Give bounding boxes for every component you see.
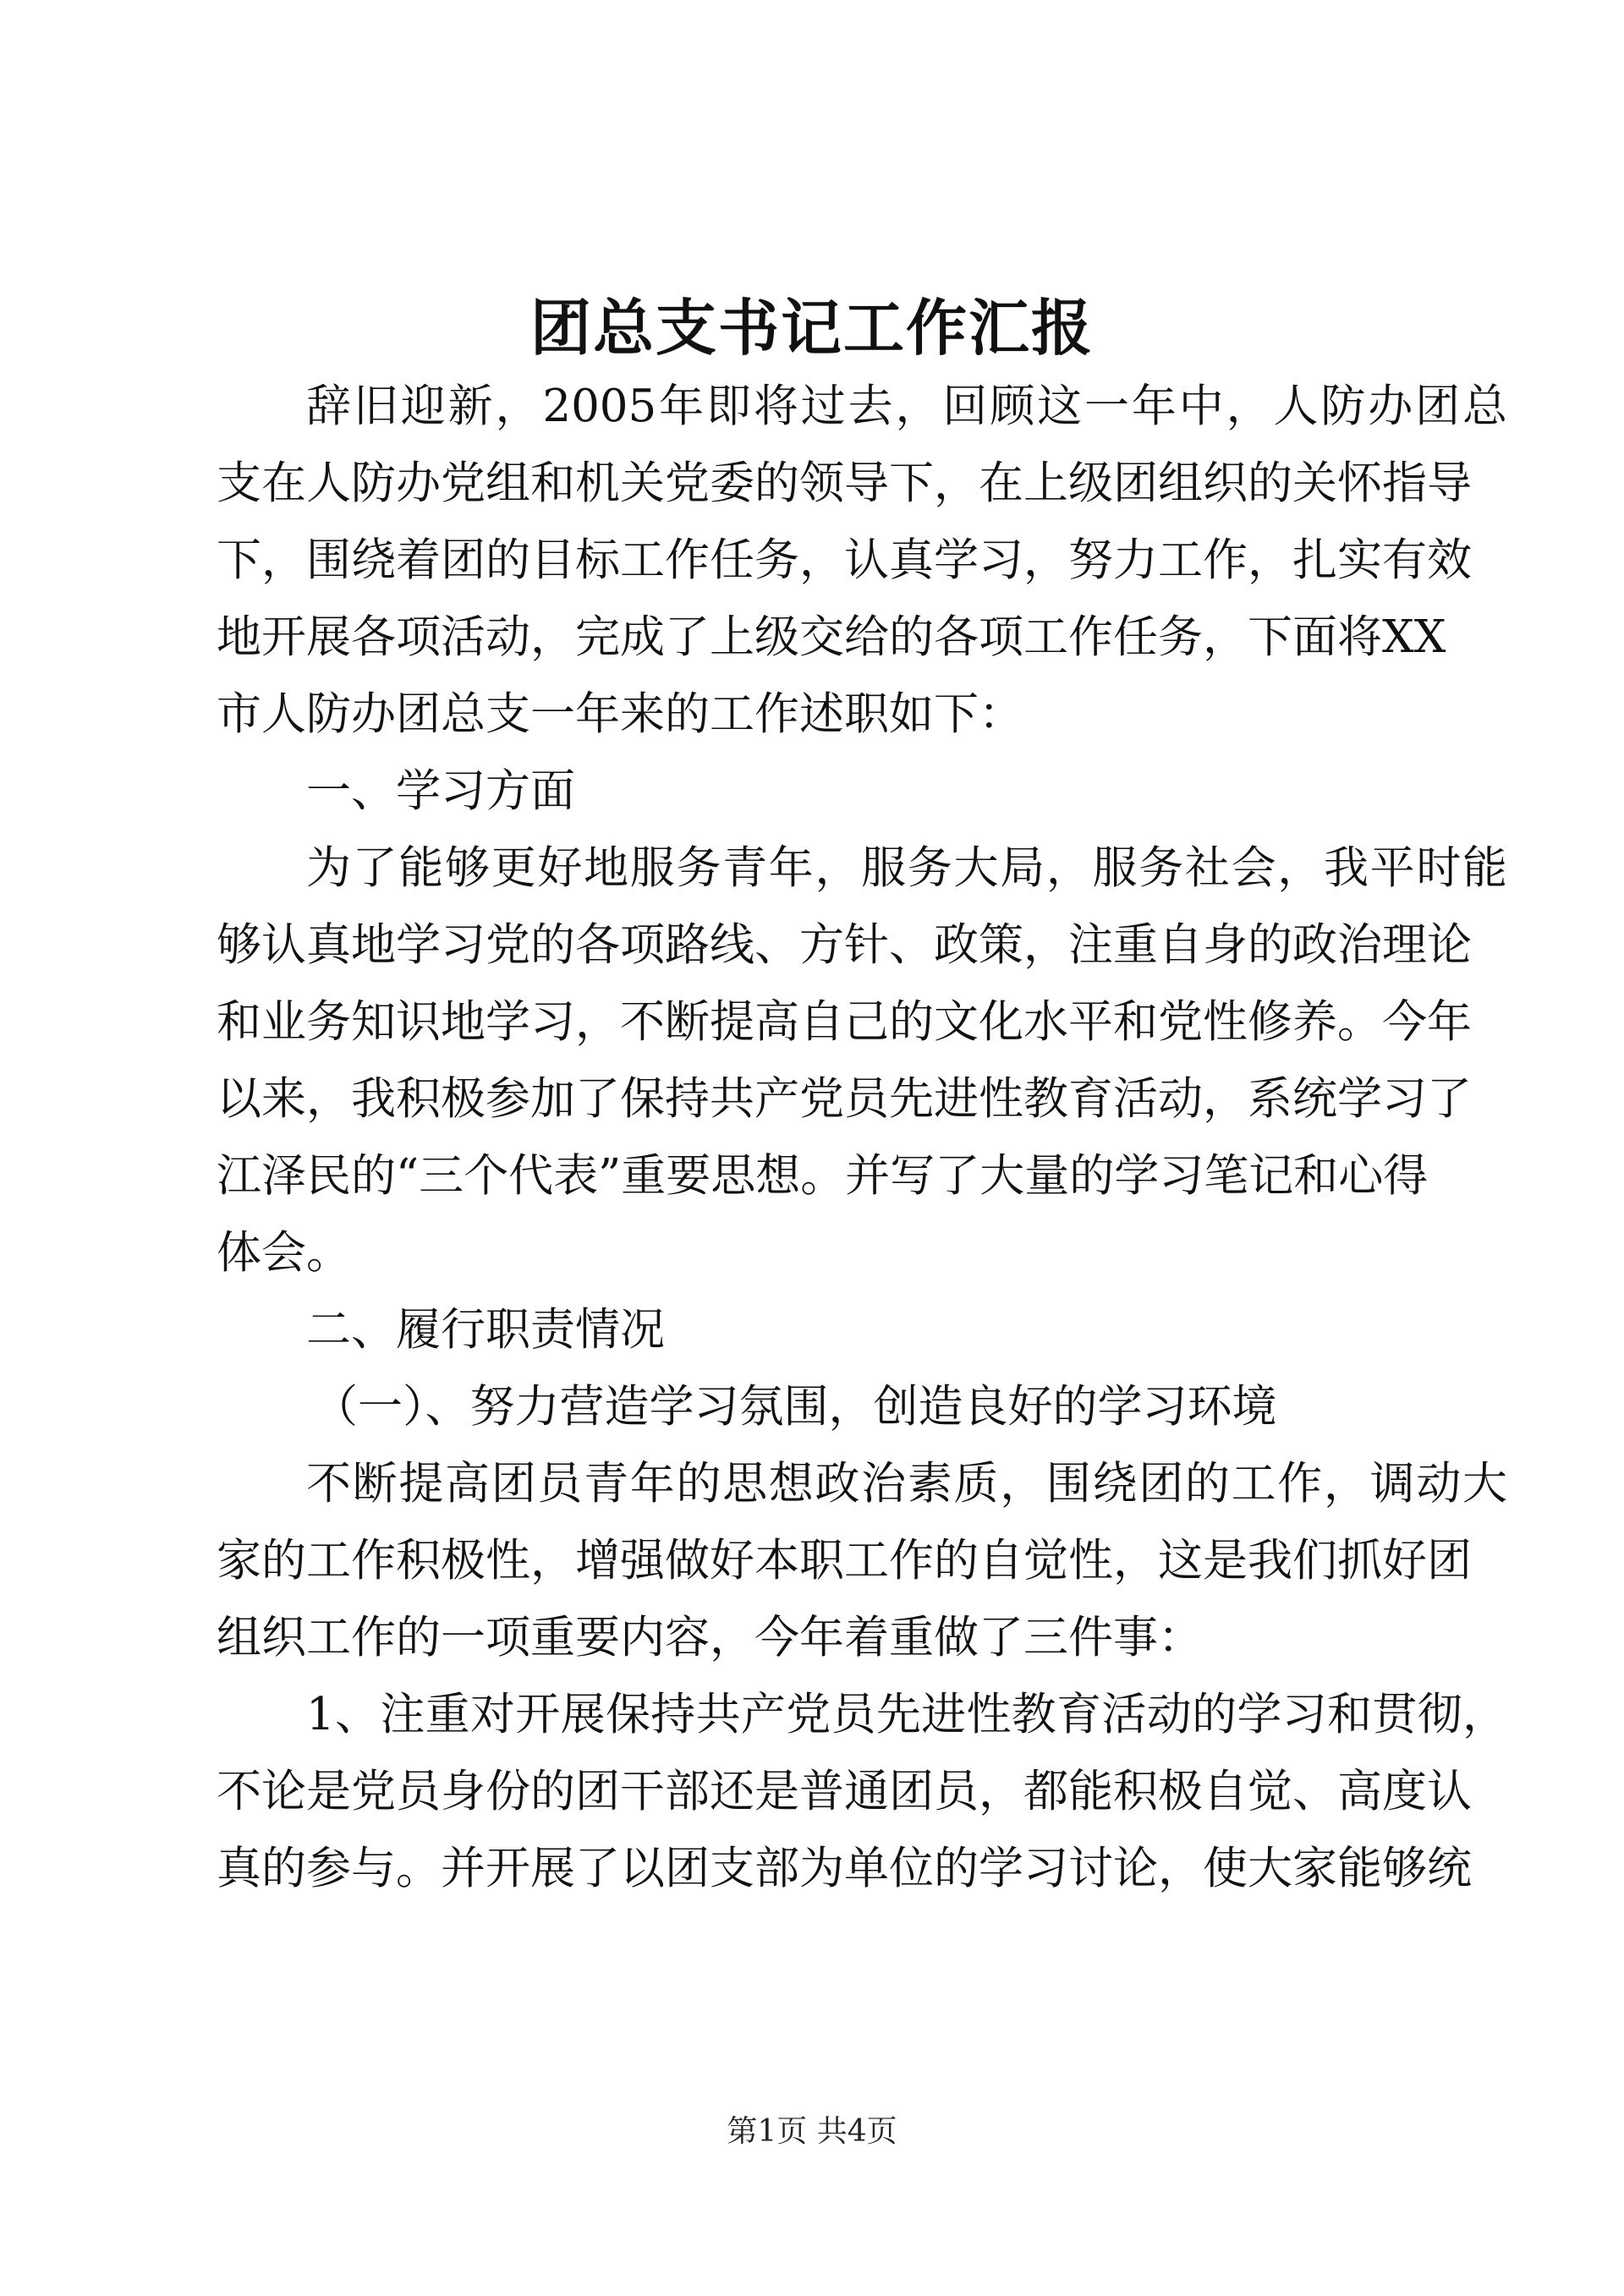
paragraph-line: 市人防办团总支一年来的工作述职如下： xyxy=(217,688,1023,740)
paragraph-line: 真的参与。并开展了以团支部为单位的学习讨论，使大家能够统 xyxy=(217,1843,1472,1894)
paragraph-line: 组织工作的一项重要内容，今年着重做了三件事： xyxy=(217,1612,1203,1663)
section-heading: 一、学习方面 xyxy=(306,765,575,817)
paragraph-line: 家的工作积极性，增强做好本职工作的自觉性，这是我们抓好团 xyxy=(217,1535,1472,1586)
paragraph-line: 江泽民的“三个代表”重要思想。并写了大量的学习笔记和心得 xyxy=(217,1150,1429,1202)
paragraph-line: 以来，我积极参加了保持共产党员先进性教育活动，系统学习了 xyxy=(217,1073,1472,1125)
paragraph-line: 体会。 xyxy=(217,1227,351,1279)
paragraph-line: 辞旧迎新，2005年即将过去，回顾这一年中，人防办团总 xyxy=(306,381,1507,432)
page-number-footer: 第1页 共4页 xyxy=(727,2114,897,2149)
paragraph-line: 为了能够更好地服务青年，服务大局，服务社会，我平时能 xyxy=(306,842,1507,894)
paragraph-line: 不断提高团员青年的思想政治素质，围绕团的工作，调动大 xyxy=(306,1458,1507,1510)
paragraph-line: 地开展各项活动，完成了上级交给的各项工作任务，下面将XX xyxy=(217,611,1446,663)
paragraph-line: 1、注重对开展保持共产党员先进性教育活动的学习和贯彻， xyxy=(306,1689,1507,1740)
document-title: 团总支书记工作汇报 xyxy=(529,292,1094,364)
paragraph-line: 和业务知识地学习，不断提高自己的文化水平和党性修养。今年 xyxy=(217,996,1472,1048)
paragraph-line: 下，围绕着团的目标工作任务，认真学习，努力工作，扎实有效 xyxy=(217,534,1472,586)
paragraph-line: 支在人防办党组和机关党委的领导下，在上级团组织的关怀指导 xyxy=(217,458,1472,509)
paragraph-line: 够认真地学习党的各项路线、方针、政策，注重自身的政治理论 xyxy=(217,919,1472,971)
paragraph-line: 不论是党员身份的团干部还是普通团员，都能积极自觉、高度认 xyxy=(217,1766,1472,1817)
subsection-heading: （一）、努力营造学习氛围，创造良好的学习环境 xyxy=(313,1381,1277,1433)
section-heading: 二、履行职责情况 xyxy=(306,1304,665,1356)
